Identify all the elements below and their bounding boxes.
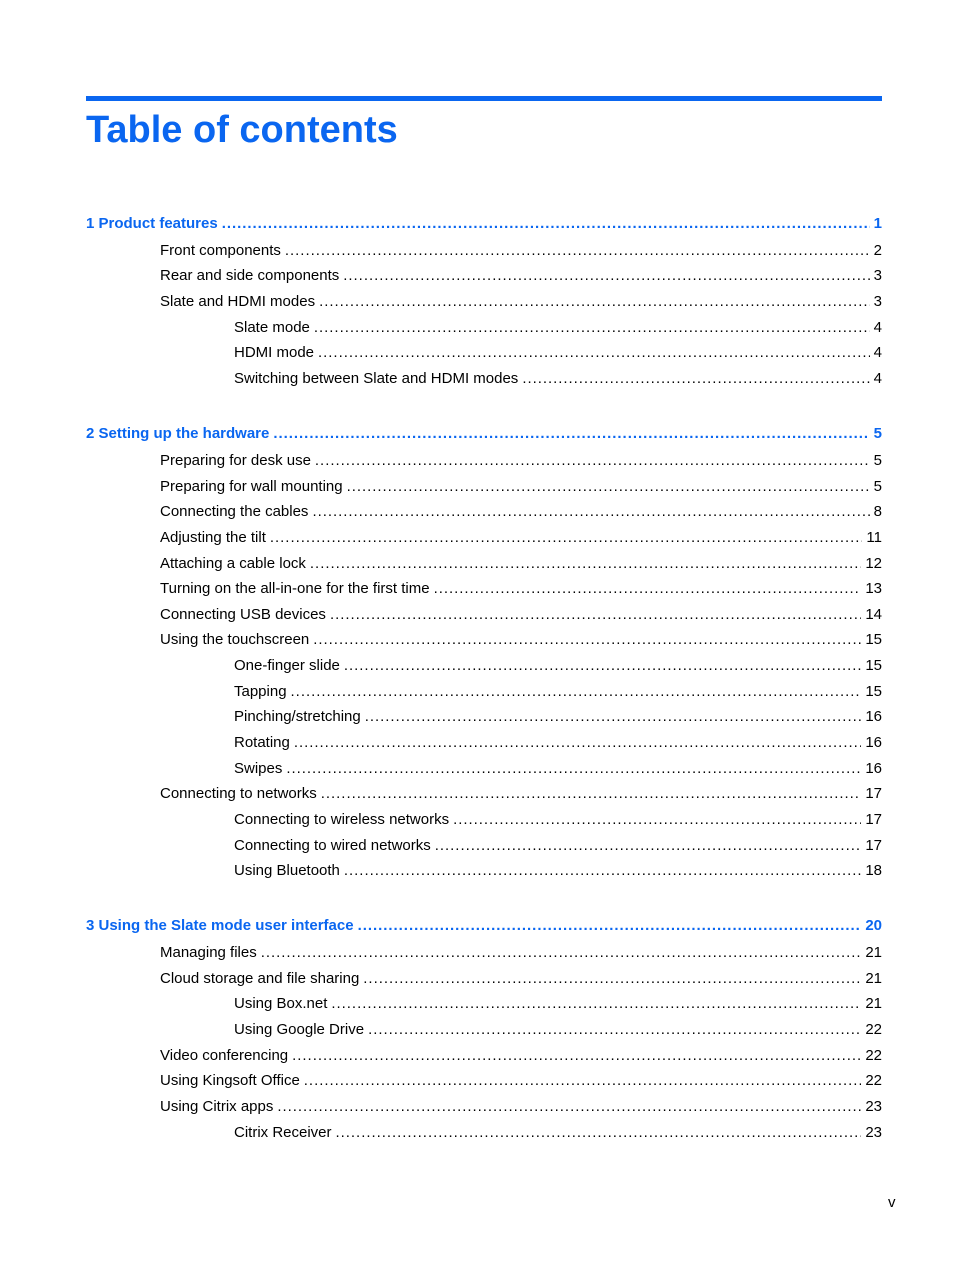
toc-entry[interactable] xyxy=(160,553,882,575)
toc-entry[interactable] xyxy=(160,291,882,313)
toc-entry-title: 3 Using the Slate mode user interface xyxy=(86,917,354,934)
toc-entry-page: 11 xyxy=(866,529,882,546)
dot-leader xyxy=(363,968,861,990)
toc-entry[interactable] xyxy=(234,317,882,339)
toc-entry-title: Using Bluetooth xyxy=(234,862,340,879)
toc-entry-title: Rotating xyxy=(234,734,290,751)
toc-entry[interactable] xyxy=(160,1070,882,1092)
toc-entry-title: Switching between Slate and HDMI modes xyxy=(234,370,519,387)
toc-entry[interactable] xyxy=(160,1096,882,1118)
toc-entry-title: Adjusting the tilt xyxy=(160,529,266,546)
dot-leader xyxy=(435,835,862,857)
toc-entry-page: 14 xyxy=(865,606,882,623)
toc-entry-page: 15 xyxy=(865,631,882,648)
toc-entry[interactable] xyxy=(234,655,882,677)
toc-entry[interactable] xyxy=(160,527,882,549)
toc-entry-page: 1 xyxy=(873,215,882,232)
toc-entry-page: 22 xyxy=(865,1047,882,1064)
toc-entry-page: 2 xyxy=(873,242,882,259)
toc-entry-title: Preparing for wall mounting xyxy=(160,478,343,495)
toc-entry-title: Pinching/stretching xyxy=(234,708,361,725)
toc-entry[interactable] xyxy=(234,1019,882,1041)
toc-entry[interactable] xyxy=(234,758,882,780)
dot-leader xyxy=(310,553,861,575)
toc-entry-page: 21 xyxy=(865,970,882,987)
toc-entry-title: Using the touchscreen xyxy=(160,631,310,648)
toc-entry-page: 3 xyxy=(873,293,882,310)
toc-entry-title: 2 Setting up the hardware xyxy=(86,425,270,442)
toc-entry[interactable] xyxy=(160,265,882,287)
dot-leader xyxy=(273,423,869,445)
toc-entry-page: 15 xyxy=(865,683,882,700)
toc-entry[interactable] xyxy=(160,604,882,626)
toc-entry-page: 4 xyxy=(873,319,882,336)
toc-entry-page: 3 xyxy=(873,267,882,284)
toc-entry-title: Connecting USB devices xyxy=(160,606,326,623)
dot-leader xyxy=(331,993,861,1015)
dot-leader xyxy=(434,578,862,600)
dot-leader xyxy=(358,915,862,937)
toc-entry-title: Connecting the cables xyxy=(160,503,309,520)
toc-entry[interactable] xyxy=(234,809,882,831)
dot-leader xyxy=(261,942,862,964)
toc-entry[interactable] xyxy=(234,706,882,728)
toc-entry-page: 16 xyxy=(865,760,882,777)
toc-entry-title: Turning on the all-in-one for the first time xyxy=(160,580,430,597)
toc-entry-page: 17 xyxy=(865,837,882,854)
page-number: v xyxy=(888,1194,896,1211)
toc-entry-title: Slate mode xyxy=(234,319,310,336)
toc-entry[interactable] xyxy=(160,450,882,472)
dot-leader xyxy=(285,240,870,262)
toc-entry-page: 17 xyxy=(865,811,882,828)
dot-leader xyxy=(318,342,870,364)
dot-leader xyxy=(336,1122,862,1144)
dot-leader xyxy=(330,604,861,626)
toc-entry-title: Cloud storage and file sharing xyxy=(160,970,360,987)
dot-leader xyxy=(347,476,870,498)
toc-chapter-entry[interactable] xyxy=(86,423,882,445)
toc-entry-title: Citrix Receiver xyxy=(234,1124,332,1141)
dot-leader xyxy=(270,527,863,549)
toc-entry-title: Connecting to wireless networks xyxy=(234,811,450,828)
toc-entry-page: 12 xyxy=(865,555,882,572)
dot-leader xyxy=(453,809,861,831)
toc-entry[interactable] xyxy=(160,1045,882,1067)
toc-entry-page: 16 xyxy=(865,734,882,751)
dot-leader xyxy=(344,860,861,882)
toc-entry[interactable] xyxy=(234,1122,882,1144)
toc-entry-page: 17 xyxy=(865,785,882,802)
toc-entry-title: Using Citrix apps xyxy=(160,1098,274,1115)
toc-entry-page: 5 xyxy=(873,425,882,442)
toc-entry-title: Video conferencing xyxy=(160,1047,289,1064)
toc-entry[interactable] xyxy=(160,942,882,964)
toc-entry[interactable] xyxy=(234,732,882,754)
toc-entry[interactable] xyxy=(234,835,882,857)
toc-entry[interactable] xyxy=(160,240,882,262)
toc-entry[interactable] xyxy=(234,342,882,364)
toc-entry[interactable] xyxy=(160,578,882,600)
dot-leader xyxy=(314,317,870,339)
dot-leader xyxy=(313,629,861,651)
toc-entry-page: 21 xyxy=(865,995,882,1012)
toc-entry[interactable] xyxy=(160,783,882,805)
toc-entry-title: Using Google Drive xyxy=(234,1021,365,1038)
toc-entry[interactable] xyxy=(234,860,882,882)
toc-entry-title: Swipes xyxy=(234,760,283,777)
toc-entry-page: 4 xyxy=(873,344,882,361)
dot-leader xyxy=(312,501,869,523)
toc-entry[interactable] xyxy=(160,629,882,651)
toc-entry-title: Connecting to networks xyxy=(160,785,317,802)
toc-entry-page: 22 xyxy=(865,1021,882,1038)
dot-leader xyxy=(343,265,869,287)
dot-leader xyxy=(321,783,862,805)
toc-entry[interactable] xyxy=(160,968,882,990)
dot-leader xyxy=(294,732,861,754)
toc-entry[interactable] xyxy=(160,476,882,498)
toc-entry-page: 5 xyxy=(873,478,882,495)
toc-entry-page: 20 xyxy=(865,917,882,934)
toc-entry-page: 22 xyxy=(865,1072,882,1089)
dot-leader xyxy=(365,706,862,728)
dot-leader xyxy=(277,1096,861,1118)
toc-entry[interactable] xyxy=(234,681,882,703)
dot-leader xyxy=(368,1019,861,1041)
toc-entry-page: 4 xyxy=(873,370,882,387)
toc-entry-page: 13 xyxy=(865,580,882,597)
toc-entry-title: Using Box.net xyxy=(234,995,328,1012)
toc-entry[interactable] xyxy=(234,368,882,390)
dot-leader xyxy=(319,291,870,313)
dot-leader xyxy=(344,655,861,677)
toc-entry-page: 18 xyxy=(865,862,882,879)
dot-leader xyxy=(292,1045,861,1067)
toc-entry[interactable] xyxy=(234,993,882,1015)
toc-entry-title: Preparing for desk use xyxy=(160,452,311,469)
toc-entry-page: 21 xyxy=(865,944,882,961)
toc-entry-title: Rear and side components xyxy=(160,267,340,284)
dot-leader xyxy=(291,681,862,703)
toc-chapter-entry[interactable] xyxy=(86,915,882,937)
dot-leader xyxy=(304,1070,862,1092)
toc-entry-title: Slate and HDMI modes xyxy=(160,293,316,310)
toc-entry-title: Managing files xyxy=(160,944,257,961)
toc-entry-title: Using Kingsoft Office xyxy=(160,1072,300,1089)
toc-entry-title: 1 Product features xyxy=(86,215,218,232)
toc-entry-page: 16 xyxy=(865,708,882,725)
dot-leader xyxy=(286,758,861,780)
toc-entry[interactable] xyxy=(160,501,882,523)
toc-entry-title: HDMI mode xyxy=(234,344,315,361)
page-title: Table of contents xyxy=(86,109,398,151)
toc-entry-page: 23 xyxy=(865,1124,882,1141)
toc-entry-page: 5 xyxy=(873,452,882,469)
toc-entry-page: 23 xyxy=(865,1098,882,1115)
toc-entry-page: 8 xyxy=(873,503,882,520)
toc-entry-title: Tapping xyxy=(234,683,287,700)
dot-leader xyxy=(522,368,869,390)
toc-entry-title: Connecting to wired networks xyxy=(234,837,431,854)
toc-entry-title: One-finger slide xyxy=(234,657,340,674)
toc-entry-title: Attaching a cable lock xyxy=(160,555,306,572)
dot-leader xyxy=(315,450,870,472)
toc-entry-page: 15 xyxy=(865,657,882,674)
dot-leader xyxy=(222,213,870,235)
toc-chapter-entry[interactable] xyxy=(86,213,882,235)
toc-entry-title: Front components xyxy=(160,242,281,259)
